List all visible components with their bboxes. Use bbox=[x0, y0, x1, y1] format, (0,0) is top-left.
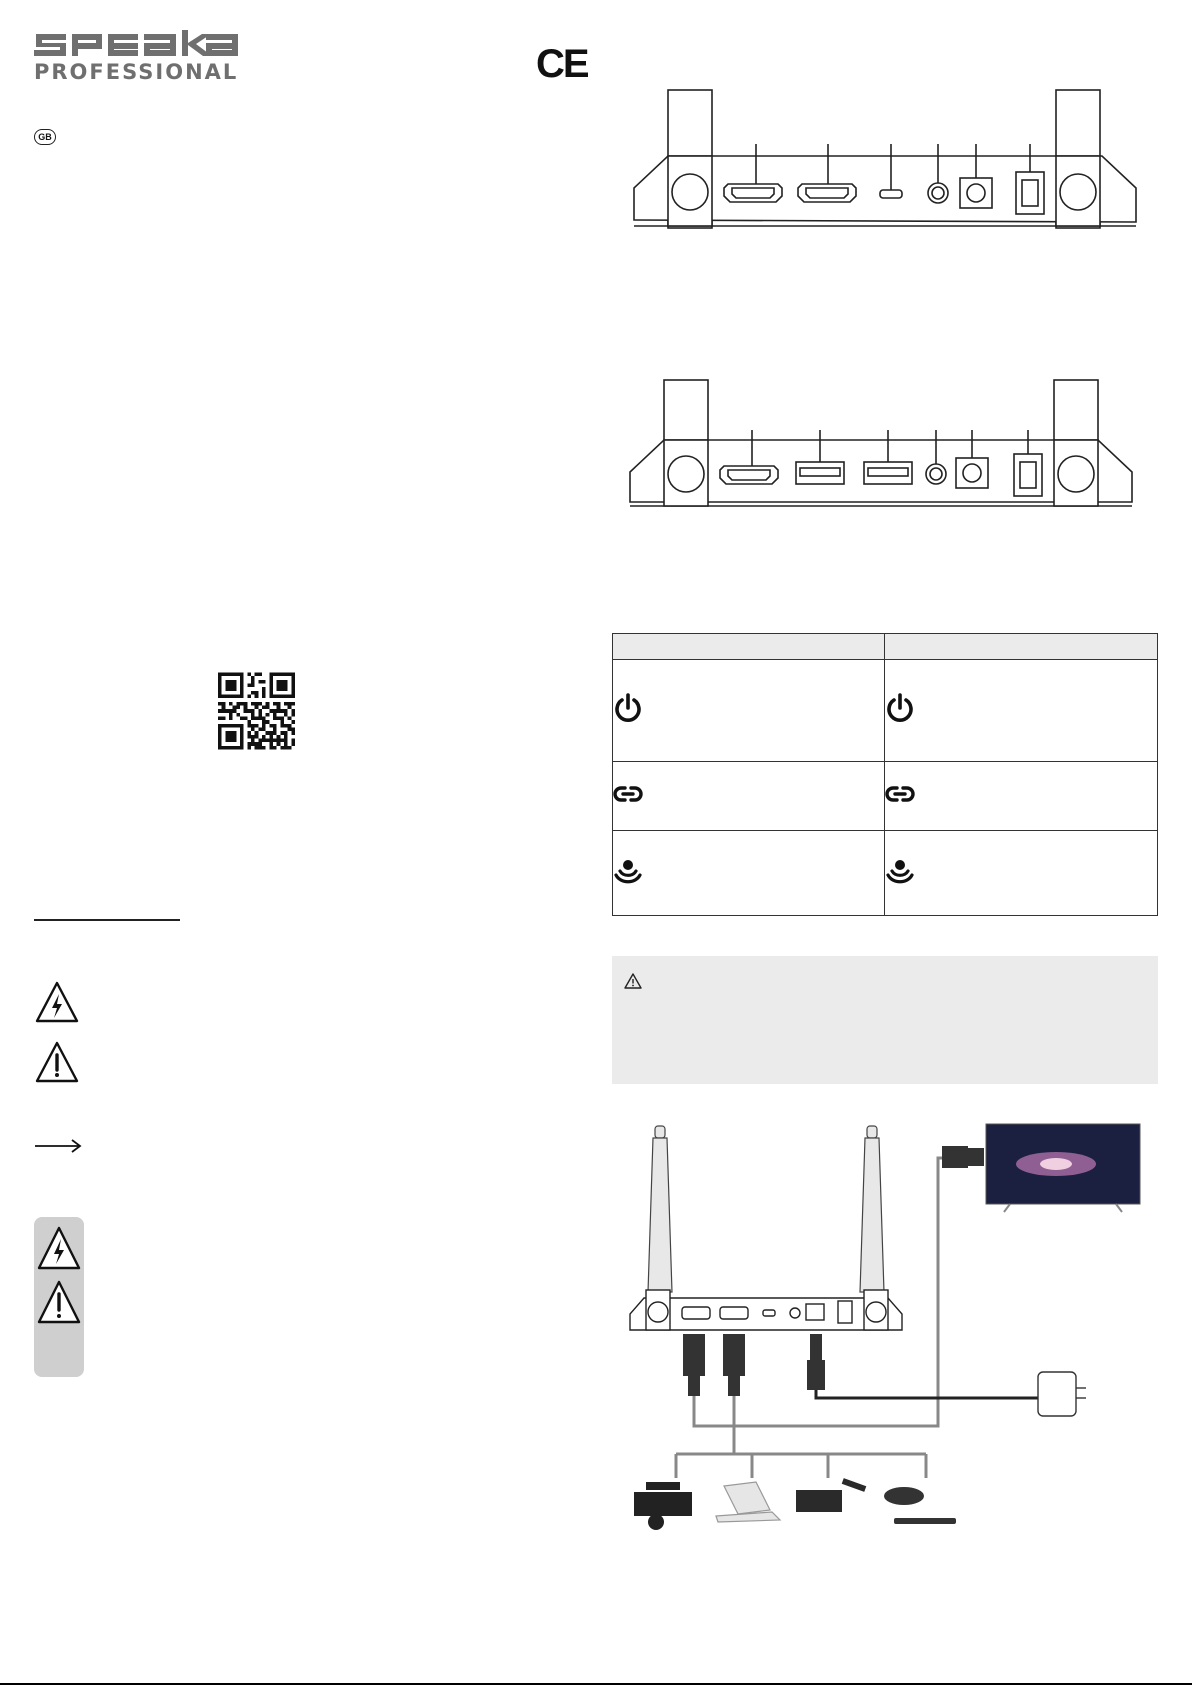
power-adapter-icon bbox=[1038, 1372, 1086, 1416]
signal-icon bbox=[885, 856, 915, 886]
transmitter-rear-panel-diagram bbox=[632, 88, 1138, 232]
power-icon bbox=[613, 692, 643, 724]
link-icon bbox=[885, 784, 915, 804]
hdmi-plugs bbox=[683, 1334, 825, 1396]
power-icon bbox=[885, 692, 915, 724]
safety-notice-sidebar bbox=[34, 1217, 84, 1377]
tv-hdmi-connector bbox=[942, 1146, 984, 1168]
link-icon bbox=[613, 784, 643, 804]
antenna-left bbox=[648, 1126, 672, 1292]
transmitter-device bbox=[630, 1290, 902, 1330]
qr-code[interactable] bbox=[218, 672, 295, 750]
ce-mark: CE bbox=[536, 42, 588, 86]
table-cell bbox=[884, 660, 1158, 762]
receiver-rear-panel-diagram bbox=[628, 378, 1134, 512]
table-row-signal bbox=[613, 831, 1158, 916]
signal-icon bbox=[613, 856, 643, 886]
table-header-transmitter bbox=[613, 634, 885, 660]
table-cell bbox=[613, 660, 885, 762]
table-row-link bbox=[613, 762, 1158, 831]
table-cell bbox=[884, 831, 1158, 916]
language-badge: GB bbox=[34, 129, 56, 145]
exclamation-warning-icon bbox=[36, 1279, 82, 1325]
brand-subtitle: PROFESSIONAL bbox=[34, 60, 239, 84]
lightning-warning-icon bbox=[34, 980, 80, 1024]
table-row-power bbox=[613, 660, 1158, 762]
connection-diagram bbox=[620, 1118, 1160, 1538]
exclamation-warning-icon bbox=[34, 1040, 80, 1084]
set-top-box-icon bbox=[796, 1478, 866, 1512]
lightning-warning-icon bbox=[36, 1225, 82, 1271]
table-header-receiver bbox=[884, 634, 1158, 660]
warning-panel bbox=[612, 956, 1158, 1084]
arrow-right-icon bbox=[34, 1138, 82, 1154]
table-cell bbox=[884, 762, 1158, 831]
media-player-icon bbox=[884, 1487, 956, 1524]
tv-icon bbox=[986, 1124, 1140, 1212]
game-console-icon bbox=[634, 1482, 692, 1530]
table-cell bbox=[613, 762, 885, 831]
table-header-row bbox=[613, 634, 1158, 660]
warning-triangle-icon bbox=[624, 973, 642, 989]
antenna-right bbox=[860, 1126, 884, 1292]
section-divider bbox=[34, 919, 180, 921]
led-status-table bbox=[612, 633, 1158, 916]
speaka-logo bbox=[34, 30, 239, 60]
table-cell bbox=[613, 831, 885, 916]
laptop-icon bbox=[716, 1482, 780, 1522]
